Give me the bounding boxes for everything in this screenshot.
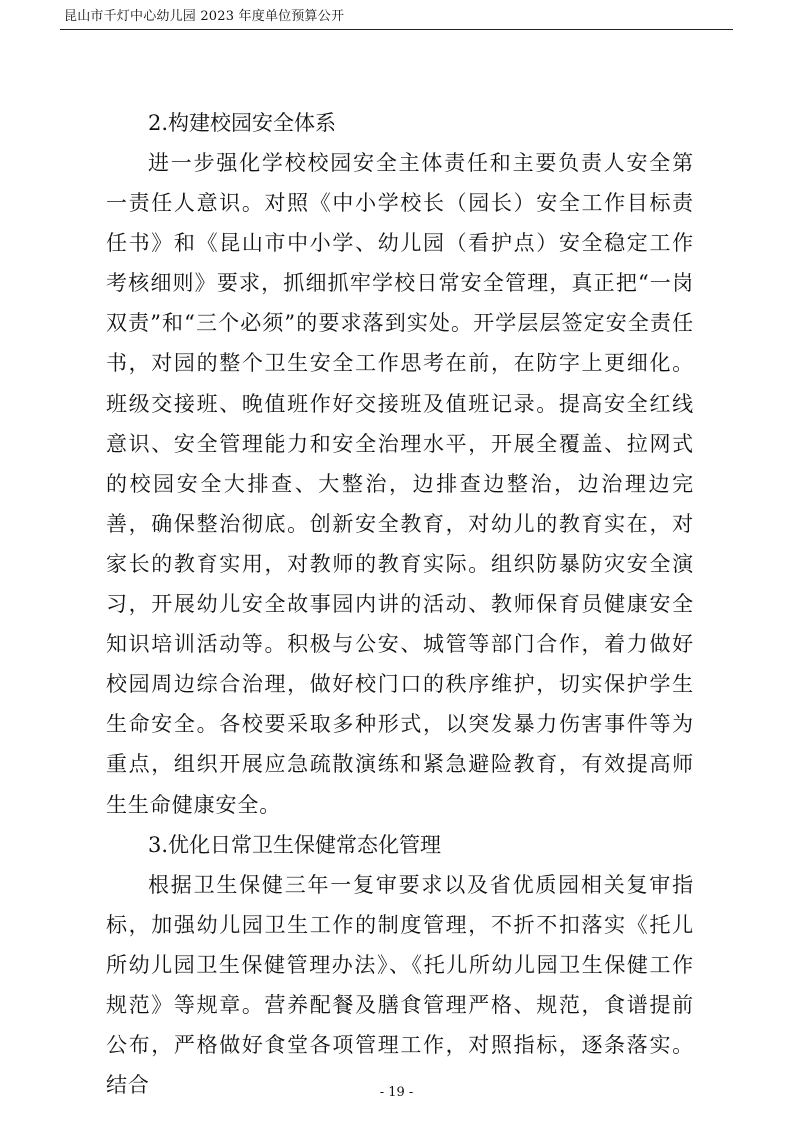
section-paragraph-safety: 进一步强化学校校园安全主体责任和主要负责人安全第一责任人意识。对照《中小学校长（园长）安全工作目标责任书》和《昆山市中小学、幼儿园（看护点）安全稳定工作考核细则》要求，抓细抓牢学校日常安全管理，真正把“一岗双责”和“三个必须”的要求落到实处。开学层层签定安全责任书，对园的整个卫生安全工作思考在前，在防字上更细化。班级交接班、晚值班作好交接班及值班记录。提高安全红线意识、安全管理能力和安全治理水平，开展全覆盖、拉网式的校园安全大排查、大整治，边排查边整治，边治理边完善，确保整治彻底。创新安全教育，对幼儿的教育实在，对家长的教育实用，对教师的教育实际。组织防暴防灾安全演习，开展幼儿安全故事园内讲的活动、教师保育员健康安全知识培训活动等。积极与公安、城管等部门合作，着力做好校园周边综合治理，做好校门口的秩序维护，切实保护学生生命安全。各校要采取多种形式，以突发暴力伤害事件等为重点，组织开展应急疏散演练和紧急避险教育，有效提高师生生命健康安全。 — [106, 151, 694, 817]
page-header: 昆山市千灯中心幼儿园 2023 年度单位预算公开 — [64, 9, 345, 24]
section-heading-health: 3.优化日常卫生保健常态化管理 — [148, 832, 442, 857]
document-body — [106, 103, 694, 1105]
page-number: - 19 - — [379, 1085, 414, 1100]
section-paragraph-health: 根据卫生保健三年一复审要求以及省优质园相关复审指标，加强幼儿园卫生工作的制度管理，不折不扣落实《托儿所幼儿园卫生保健管理办法》、《托儿所幼儿园卫生保健工作规范》等规章。营养配餐及膳食管理严格、规范，食谱提前公布，严格做好食堂各项管理工作，对照指标，逐条落实。结合 — [106, 872, 694, 1098]
section-heading-safety: 2.构建校园安全体系 — [148, 111, 337, 135]
header-divider — [60, 29, 733, 30]
